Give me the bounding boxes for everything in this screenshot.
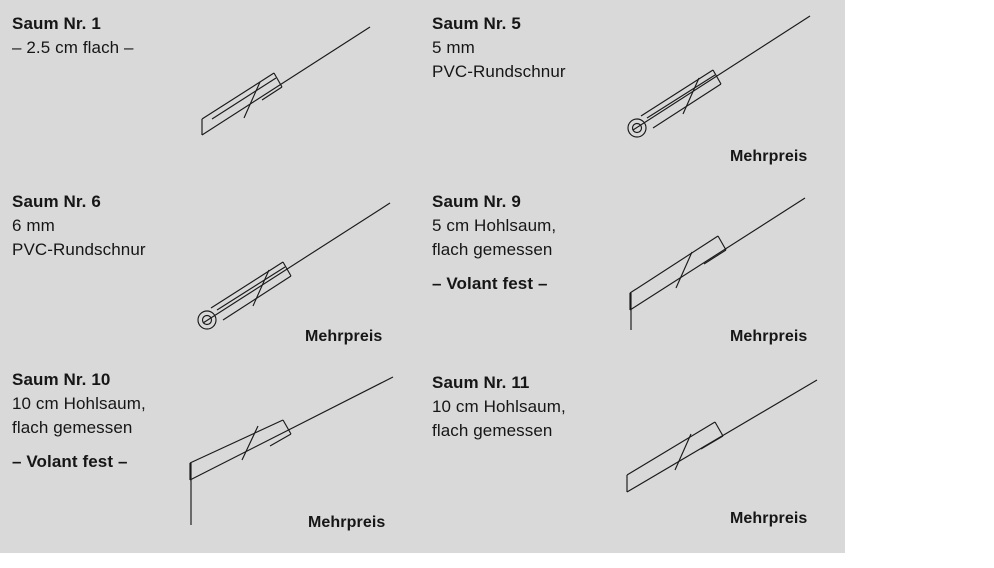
- saum-11-labels: [432, 371, 566, 443]
- saum-1-title: Saum Nr. 1: [12, 14, 101, 33]
- saum-1-line-1: – 2.5 cm flach –: [12, 38, 134, 58]
- saum-10-drawing: [178, 370, 418, 535]
- saum-10-volant: – Volant fest –: [12, 452, 128, 472]
- saum-9-title: Saum Nr. 9: [432, 192, 521, 211]
- saum-6-labels: [12, 190, 146, 262]
- saum-5-line-1: 5 mm: [432, 38, 475, 58]
- saum-9-line-2: flach gemessen: [432, 240, 553, 260]
- saum-10-labels: [12, 368, 146, 475]
- saum-10-title: Saum Nr. 10: [12, 370, 111, 389]
- item-saum-11: [420, 358, 845, 553]
- saum-9-volant: – Volant fest –: [432, 274, 548, 294]
- saum-10-line-2: flach gemessen: [12, 418, 133, 438]
- saum-9-drawing: [600, 190, 840, 335]
- saum-10-line-1: 10 cm Hohlsaum,: [12, 394, 146, 414]
- saum-11-drawing: [605, 370, 845, 520]
- saum-1-labels: [12, 12, 134, 60]
- saum-9-surcharge: Mehrpreis: [730, 328, 808, 345]
- item-saum-1: [0, 0, 420, 175]
- saum-9-line-1: 5 cm Hohlsaum,: [432, 216, 557, 236]
- item-saum-6: [0, 178, 420, 358]
- saum-5-drawing: [605, 8, 840, 143]
- saum-5-title: Saum Nr. 5: [432, 14, 521, 33]
- saum-6-line-2: PVC-Rundschnur: [12, 240, 146, 260]
- saum-11-line-2: flach gemessen: [432, 421, 553, 441]
- saum-6-line-1: 6 mm: [12, 216, 55, 236]
- saum-11-surcharge: Mehrpreis: [730, 510, 808, 527]
- saum-5-line-2: PVC-Rundschnur: [432, 62, 566, 82]
- saum-11-title: Saum Nr. 11: [432, 373, 530, 392]
- saum-6-surcharge: Mehrpreis: [305, 328, 383, 345]
- saum-5-surcharge: Mehrpreis: [730, 148, 808, 165]
- item-saum-9: [420, 178, 845, 358]
- saum-6-drawing: [175, 198, 410, 333]
- saum-6-title: Saum Nr. 6: [12, 192, 101, 211]
- saum-5-labels: [432, 12, 566, 84]
- item-saum-5: [420, 0, 845, 175]
- saum-9-labels: [432, 190, 556, 297]
- item-saum-10: [0, 358, 420, 553]
- saum-10-surcharge: Mehrpreis: [308, 514, 386, 531]
- saum-1-drawing: [190, 15, 420, 150]
- saum-11-line-1: 10 cm Hohlsaum,: [432, 397, 566, 417]
